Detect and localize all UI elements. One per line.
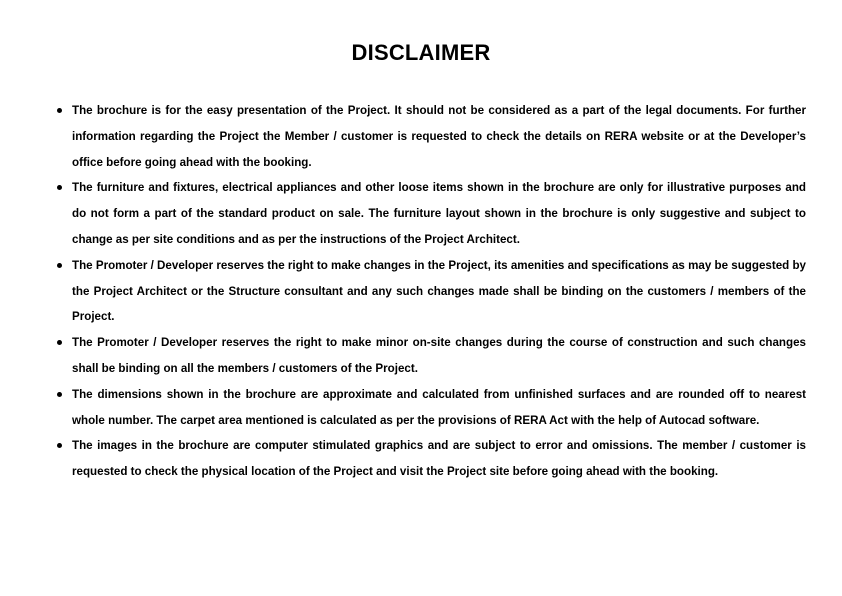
disclaimer-list: [72, 98, 806, 485]
list-item-text: The Promoter / Developer reserves the right to make changes in the Project, its amenities and specifications as may be suggested by the Project Architect or the Structure consultant and any such changes made shall be binding on the customers / members of the Project.: [72, 258, 806, 324]
list-item: [72, 433, 806, 485]
bullet-icon: [57, 185, 62, 190]
bullet-icon: [57, 392, 62, 397]
bullet-icon: [57, 340, 62, 345]
list-item: [72, 382, 806, 434]
list-item-text: The brochure is for the easy presentation of the Project. It should not be considered as a part of the legal documents. For further information regarding the Project the Member / customer is requested to check the details on RERA website or at the Developer’s office before going ahead with the booking.: [72, 104, 806, 169]
list-item: [72, 175, 806, 252]
list-item: [72, 253, 806, 330]
list-item: [72, 98, 806, 175]
list-item-text: The dimensions shown in the brochure are approximate and calculated from unfinished surfaces and are rounded off to nearest whole number. The carpet area mentioned is calculated as per the provisions of RERA Act with the help of Autocad software.: [72, 387, 806, 427]
list-item: [72, 330, 806, 382]
bullet-icon: [57, 263, 62, 268]
bullet-icon: [57, 443, 62, 448]
list-item-text: The Promoter / Developer reserves the right to make minor on-site changes during the course of construction and such changes shall be binding on all the members / customers of the Project.: [72, 336, 806, 375]
list-item-text: The images in the brochure are computer stimulated graphics and are subject to error and omissions. The member / customer is requested to check the physical location of the Project and visit the Project site before going ahead with the booking.: [72, 439, 806, 479]
page-title: DISCLAIMER: [351, 40, 491, 65]
bullet-icon: [57, 108, 62, 113]
list-item-text: The furniture and fixtures, electrical appliances and other loose items shown in the brochure are only for illustrative purposes and do not form a part of the standard product on sale. The furniture layout shown in the brochure is only suggestive and subject to change as per site conditions and as per the instructions of the Project Architect.: [72, 181, 806, 246]
